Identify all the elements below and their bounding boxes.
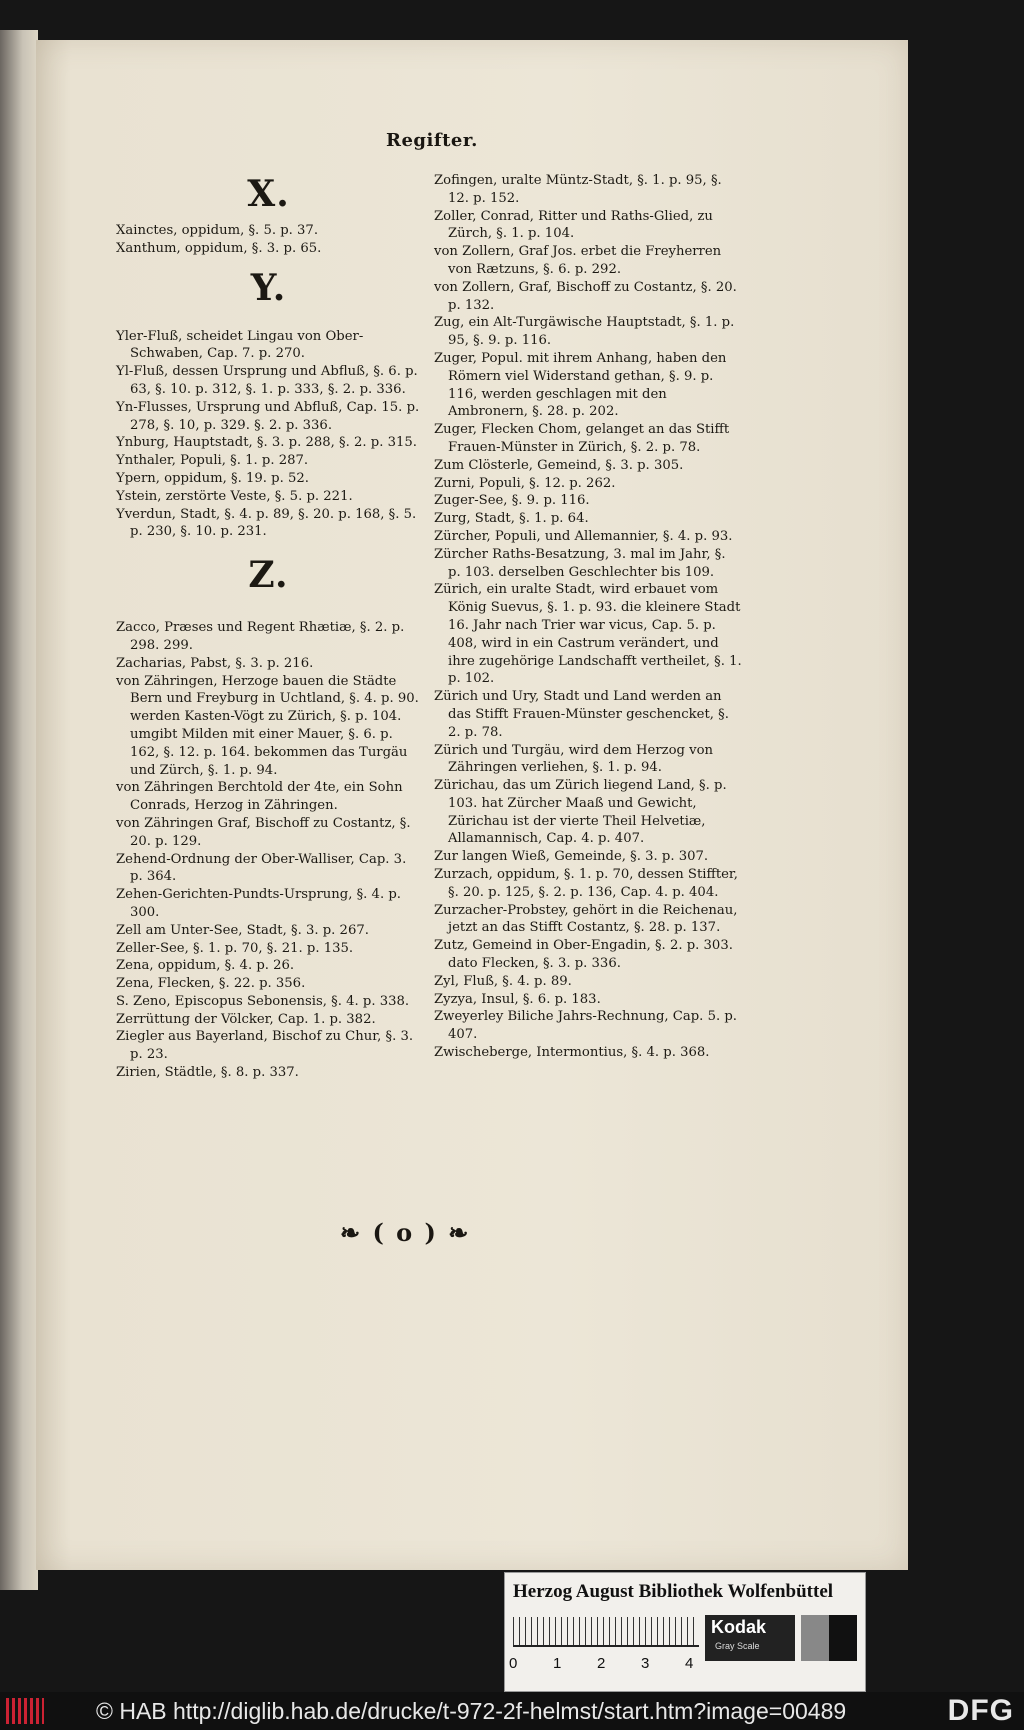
index-entry: Zurzacher-Probstey, gehört in die Reichenau, jetzt an das Stifft Costantz, §. 28. p. 137.: [434, 902, 738, 936]
index-entry: Zoller, Conrad, Ritter und Raths-Glied, zu Zürch, §. 1. p. 104.: [434, 208, 713, 242]
index-entry: Zuger, Flecken Chom, gelanget an das Stifft Frauen-Münster in Zürich, §. 2. p. 78.: [434, 422, 730, 455]
index-entry: Zyl, Fluß, §. 4. p. 89.: [434, 973, 572, 989]
index-entry: Ynburg, Hauptstadt, §. 3. p. 288, §. 2. p. 315.: [116, 435, 417, 451]
index-entry: Zell am Unter-See, Stadt, §. 3. p. 267.: [116, 922, 369, 938]
book-gutter: [0, 30, 38, 1590]
index-entry: Zwischeberge, Intermontius, §. 4. p. 368.: [434, 1045, 710, 1061]
index-entry: Ypern, oppidum, §. 19. p. 52.: [116, 470, 309, 486]
index-entry: Zena, oppidum, §. 4. p. 26.: [116, 958, 295, 974]
index-entry: von Zähringen, Herzoge bauen die Städte Bern und Freyburg in Uchtland, §. 4. p. 90. werden Kasten-Vögt zu Zürich, §. p. 104. umgibt Milden mit einer Mauer, §. 6. p. 162, §. 12. p. 164. bekommen das Turgäu und Zürch, §. 1. p. 94.: [116, 673, 419, 778]
dfg-logo: DFG: [947, 1694, 1014, 1727]
footer-url[interactable]: © HAB http://diglib.hab.de/drucke/t-972-2f-helmst/start.htm?image=00489: [96, 1698, 847, 1724]
index-entry: Yl-Fluß, dessen Ursprung und Abfluß, §. 6. p. 63, §. 10. p. 312, §. 1. p. 333, §. 2. p. 336.: [116, 364, 418, 397]
page-ornament: ❧ ( o ) ❧: [340, 1218, 471, 1247]
x-entries: [116, 222, 421, 258]
index-entry: Zeller-See, §. 1. p. 70, §. 21. p. 135.: [116, 940, 354, 956]
index-entry: Zehen-Gerichten-Pundts-Ursprung, §. 4. p. 300.: [116, 887, 401, 920]
index-entry: Ystein, zerstörte Veste, §. 5. p. 221.: [116, 488, 353, 504]
ruler-number: 0: [509, 1655, 518, 1672]
index-entry: Xainctes, oppidum, §. 5. p. 37.: [116, 223, 319, 238]
index-entry: Zofingen, uralte Müntz-Stadt, §. 1. p. 95, §. 12. p. 152.: [434, 173, 722, 206]
section-letter-z: Z.: [248, 554, 289, 597]
index-entry: Zirien, Städtle, §. 8. p. 337.: [116, 1065, 299, 1081]
index-entry: Zürich und Turgäu, wird dem Herzog von Zähringen verliehen, §. 1. p. 94.: [434, 742, 714, 776]
index-entry: Zyzya, Insul, §. 6. p. 183.: [434, 991, 601, 1007]
index-entry: Zürcher Raths-Besatzung, 3. mal im Jahr, §. p. 103. derselben Geschlechter bis 109.: [434, 546, 726, 580]
index-entry: Zurzach, oppidum, §. 1. p. 70, dessen Stiffter, §. 20. p. 125, §. 2. p. 136, Cap. 4. p. 404.: [434, 867, 738, 900]
index-entry: Zuger, Popul. mit ihrem Anhang, haben den Römern viel Widerstand gethan, §. 9. p. 116, werden geschlagen mit den Ambronern, §. 28. p. 202.: [434, 350, 727, 420]
kodak-subtitle: Gray Scale: [715, 1641, 760, 1651]
index-entry: Zacharias, Pabst, §. 3. p. 216.: [116, 655, 314, 671]
index-entry: Ziegler aus Bayerland, Bischof zu Chur, §. 3. p. 23.: [116, 1029, 414, 1063]
index-entry: Zürich und Ury, Stadt und Land werden an das Stifft Frauen-Münster geschencket, §. 2. p. 78.: [434, 689, 729, 740]
running-head: Regifter.: [386, 130, 478, 151]
index-entry: Yler-Fluß, scheidet Lingau von Ober-Schwaben, Cap. 7. p. 270.: [116, 328, 364, 362]
index-entry: Zweyerley Biliche Jahrs-Rechnung, Cap. 5. p. 407.: [434, 1009, 737, 1043]
index-entry: Zuger-See, §. 9. p. 116.: [434, 493, 590, 509]
kodak-label: [705, 1615, 795, 1661]
index-column-left: [116, 172, 421, 1082]
index-entry: Zena, Flecken, §. 22. p. 356.: [116, 976, 306, 992]
index-entry: Zurni, Populi, §. 12. p. 262.: [434, 475, 616, 491]
ruler-number: 1: [553, 1655, 562, 1672]
ruler-number: 4: [685, 1655, 694, 1672]
gray-swatch: [801, 1615, 857, 1661]
library-name: Herzog August Bibliothek Wolfenbüttel: [513, 1581, 834, 1602]
z-entries-left: [116, 619, 421, 1082]
index-entry: Ynthaler, Populi, §. 1. p. 287.: [116, 453, 309, 469]
index-entry: Zur langen Wieß, Gemeinde, §. 3. p. 307.: [434, 849, 709, 865]
index-entry: von Zollern, Graf, Bischoff zu Costantz, §. 20. p. 132.: [434, 279, 737, 313]
color-calibration-bar: [504, 1572, 866, 1692]
index-entry: Zürich, ein uralte Stadt, wird erbauet vom König Suevus, §. 1. p. 93. die kleinere Stadt 16. Jahr nach Trier war vicus, Cap. 5. p. 408, wird in ein Castrum verändert, und ihre zugehörige Landschafft vertheilet, §. 1. p. 102.: [434, 582, 742, 687]
index-entry: Zerrüttung der Völcker, Cap. 1. p. 382.: [116, 1011, 376, 1027]
section-letter-y: Y.: [250, 266, 287, 309]
z-entries-right: [434, 172, 742, 1062]
kodak-name: Kodak: [711, 1617, 767, 1637]
index-entry: Yverdun, Stadt, §. 4. p. 89, §. 20. p. 168, §. 5. p. 230, §. 10. p. 231.: [116, 506, 417, 540]
index-entry: Yn-Flusses, Ursprung und Abfluß, Cap. 15. p. 278, §. 10, p. 329. §. 2. p. 336.: [116, 399, 420, 433]
ruler-number: 3: [641, 1655, 650, 1672]
hab-logo-icon: [6, 1698, 44, 1724]
index-entry: Xanthum, oppidum, §. 3. p. 65.: [116, 240, 322, 256]
ruler-number: 2: [597, 1655, 606, 1672]
index-entry: von Zähringen Graf, Bischoff zu Costantz, §. 20. p. 129.: [116, 815, 411, 849]
index-entry: Zürichau, das um Zürich liegend Land, §. p. 103. hat Zürcher Maaß und Gewicht, Zürichau ist der vierte Theil Helvetiæ, Allamannisch, Cap. 4. p. 407.: [434, 778, 727, 847]
index-entry: Zurg, Stadt, §. 1. p. 64.: [434, 511, 589, 527]
index-entry: Zacco, Præses und Regent Rhætiæ, §. 2. p. 298. 299.: [116, 620, 405, 653]
index-entry: von Zähringen Berchtold der 4te, ein Sohn Conrads, Herzog in Zähringen.: [116, 780, 403, 814]
index-entry: Zutz, Gemeind in Ober-Engadin, §. 2. p. 303. dato Flecken, §. 3. p. 336.: [434, 938, 733, 972]
index-entry: Zug, ein Alt-Turgäwische Hauptstadt, §. 1. p. 95, §. 9. p. 116.: [434, 315, 735, 349]
index-entry: von Zollern, Graf Jos. erbet die Freyherren von Rætzuns, §. 6. p. 292.: [434, 244, 722, 277]
index-column-right: [434, 172, 742, 1062]
index-entry: Zehend-Ordnung der Ober-Walliser, Cap. 3. p. 364.: [116, 851, 407, 885]
section-letter-x: X.: [247, 173, 290, 215]
index-entry: S. Zeno, Episcopus Sebonensis, §. 4. p. 338.: [116, 993, 410, 1009]
footer-bar: [0, 1692, 1024, 1730]
y-entries: [116, 328, 421, 542]
index-entry: Zürcher, Populi, und Allemannier, §. 4. p. 93.: [434, 528, 733, 544]
index-entry: Zum Clösterle, Gemeind, §. 3. p. 305.: [434, 457, 684, 473]
ruler-scale: [513, 1617, 699, 1647]
